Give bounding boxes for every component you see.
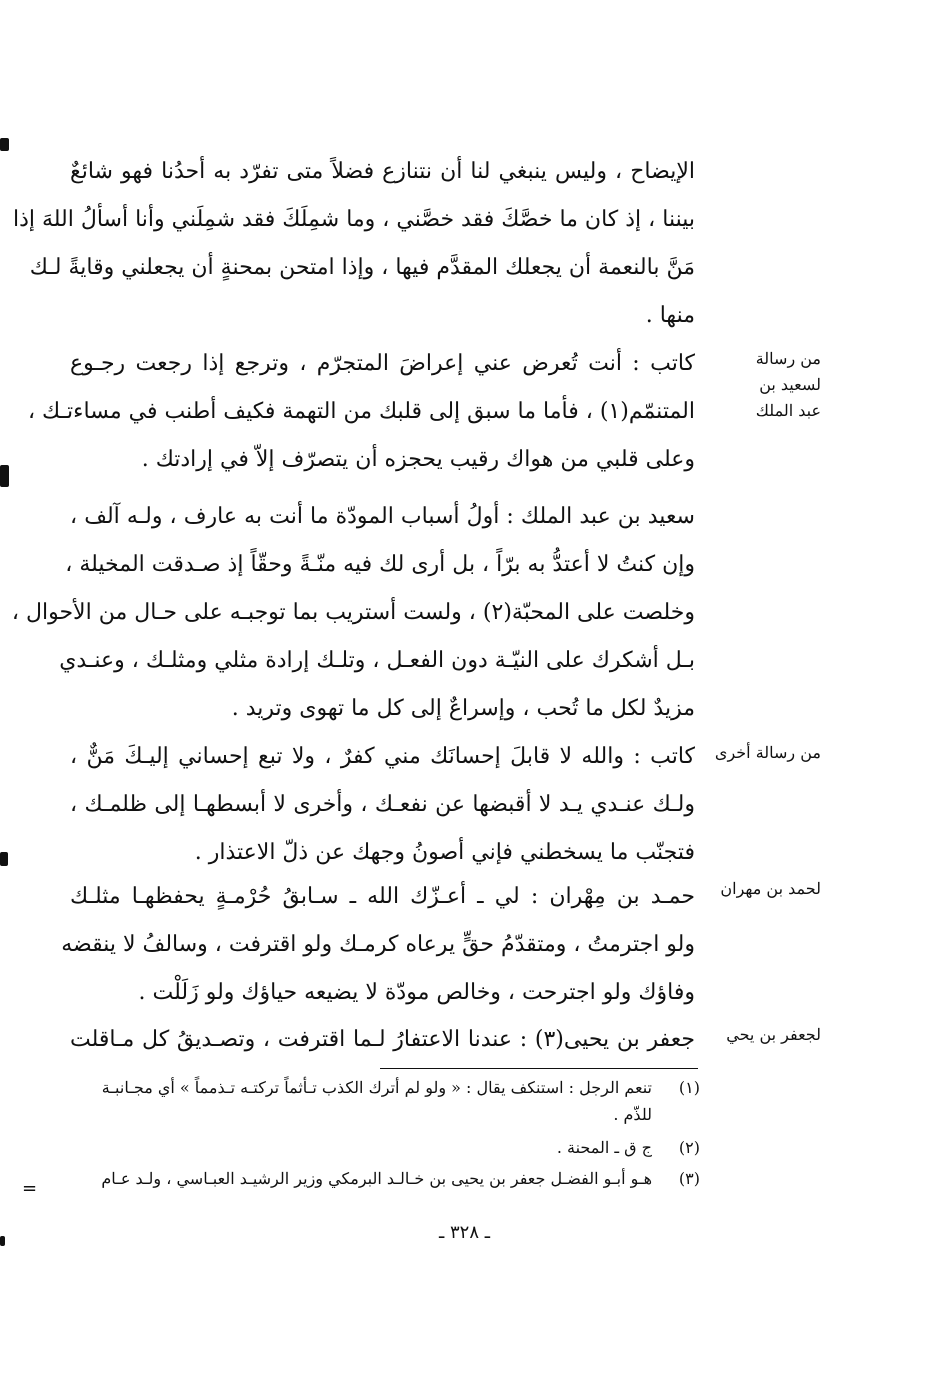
text-line: سعيد بن عبد الملك : أولُ أسباب المودّة ما أنت به عارف ، ولـه آلف ، xyxy=(70,504,695,529)
text-line: ولـك عنـدي يـد لا أقبضها عن نفعـك ، وأخرى لا أبسطهـا إلى ظلمـك ، xyxy=(70,792,695,817)
footnote-number: (٣) xyxy=(678,1169,700,1188)
margin-note-1 xyxy=(711,346,821,424)
text-line: مَنَّ بالنعمة أن يجعلك المقدَّم فيها ، وإذا امتحن بمحنةٍ أن يجعلني وقايةً لـك xyxy=(29,255,695,280)
margin-note-line: عبد الملك xyxy=(755,401,821,420)
paragraph-6 xyxy=(70,1016,695,1064)
text-line: ولو اجترمتُ ، ومتقدّمُ حقٍّ يرعاه كرمـك ولو اقترفت ، وسالفُ لا ينقضه xyxy=(61,932,695,957)
text-line: وإن كنتُ لا أعتدُّ به برّاً ، بل أرى لك فيه منّـةً وحقّاً إذ صـدقت المخيلة ، xyxy=(65,552,695,577)
margin-note-line: من رسالة xyxy=(755,349,821,368)
footnote-text: للذّم . xyxy=(613,1105,652,1124)
margin-note-line: لجعفر بن يحي xyxy=(726,1025,821,1044)
continuation-mark: = xyxy=(22,1178,38,1199)
margin-note-line: لسعيد بن xyxy=(759,375,821,394)
text-line: فتجنّب ما يسخطني فإني أصونُ وجهك عن ذلّ الاعتذار . xyxy=(194,840,695,865)
paragraph-3 xyxy=(11,493,695,733)
text-line: مزيدٌ لكل ما تُحب ، وإسراعٌ إلى كل ما تهوى وتريد . xyxy=(231,696,695,721)
text-line: وعلى قلبي من هواك رقيب يحجزه أن يتصرّف إلاّ في إرادتك . xyxy=(141,447,695,472)
margin-note-line: من رسالة أخرى xyxy=(714,743,821,762)
footnote-2 xyxy=(70,1134,700,1161)
text-line: المتنمّم(١) ، فأما ما سبق إلى قلبك من التهمة فكيف أطنب في مساءتـك ، xyxy=(27,399,695,424)
text-line: الإيضاح ، وليس ينبغي لنا أن نتنازع فضلاً متى تفرّد به أحدُنا فهو شائعٌ xyxy=(70,159,695,184)
margin-note-2 xyxy=(711,740,821,766)
paragraph-1 xyxy=(12,148,695,340)
text-line: وفاؤك ولو اجترحت ، وخالص مودّة لا يضيعه حياؤك ولو زَلَلْت . xyxy=(138,980,695,1005)
text-line: كاتب : والله لا قابلَ إحسانَك مني كفرٌ ، ولا تبع إحساني إليـكَ مَنٌّ ، xyxy=(70,744,695,769)
paragraph-4 xyxy=(70,733,695,877)
footnote-number: (١) xyxy=(678,1078,700,1097)
footnote-text: تنعم الرجل : استنكف يقال : « ولو لم أترك الكذب تـأثماً تركتـه تـذمماً » أي مجـانبـة xyxy=(101,1078,652,1097)
text-line: حمـد بن مِهْران : لي ـ أعـزّك الله ـ سـابقُ حُرْمـةٍ يحفظهـا مثلـك xyxy=(70,884,695,909)
footnote-text: ج ق ـ المحنة . xyxy=(556,1138,652,1157)
paragraph-5 xyxy=(61,873,695,1017)
scan-mark-lower xyxy=(0,852,8,866)
paragraph-2 xyxy=(27,340,695,484)
scan-mark-middle xyxy=(0,465,9,487)
margin-note-4 xyxy=(711,1022,821,1048)
footnotes xyxy=(70,1074,700,1192)
margin-note-line: لحمد بن مهران xyxy=(720,879,821,898)
page-number: ـ ٣٢٨ ـ xyxy=(438,1222,490,1243)
footnote-3 xyxy=(70,1165,700,1192)
text-line: منها . xyxy=(645,303,695,328)
scan-mark-top xyxy=(0,138,9,151)
footnote-number: (٢) xyxy=(678,1138,700,1157)
footnote-separator xyxy=(380,1068,698,1069)
text-line: جعفر بن يحيى(٣) : عندنا الاعتفارُ لـما اقترفت ، وتصـديقُ كل مـاقلت xyxy=(70,1027,695,1052)
text-line: وخلصت على المحبّة(٢) ، ولست أستريب بما توجبـه على حـال من الأحوال ، xyxy=(11,600,695,625)
footnote-1 xyxy=(70,1074,700,1128)
text-line: بيننا ، إذ كان ما خصَّكَ فقد خصَّني ، وما شمِلَكَ فقد شمِلَني وأنا أسألُ اللهَ إذا xyxy=(12,207,695,232)
footnote-text: هـو أبـو الفضـل جعفر بن يحيى بن خـالـد البرمكي وزير الرشيـد العبـاسي ، ولـد عـام xyxy=(101,1169,652,1188)
text-line: كاتب : أنت تُعرض عني إعراضَ المتجرّم ، وترجع إذا رجعت رجـوع xyxy=(70,351,695,376)
text-line: بـل أشكرك على النيّـة دون الفعـل ، وتلـك إرادة مثلي ومثلـك ، وعنـدي xyxy=(59,648,695,673)
margin-note-3 xyxy=(711,876,821,902)
